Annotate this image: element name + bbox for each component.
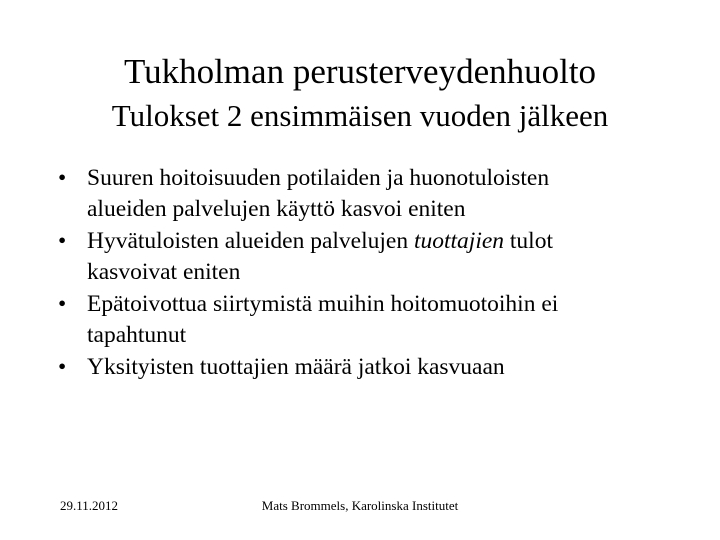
bullet-text-line: tapahtunut [87, 322, 187, 348]
slide-title: Tukholman perusterveydenhuolto [123, 52, 597, 91]
bullet-item-2 [58, 226, 698, 288]
bullet-item-3 [58, 289, 698, 351]
bullet-item-1 [58, 163, 698, 225]
bullet-emphasis: tuottajien [413, 228, 505, 254]
bullet-list [58, 163, 698, 384]
bullet-item-4 [58, 352, 698, 383]
bullet-icon: • [58, 291, 67, 317]
bullet-text-line: alueiden palvelujen käyttö kasvoi eniten [87, 196, 466, 222]
bullet-text-line: Yksityisten tuottajien määrä jatkoi kasvuaan [87, 354, 505, 380]
bullet-text-line: Suuren hoitoisuuden potilaiden ja huonotuloisten [87, 165, 550, 191]
bullet-text-line: kasvoivat eniten [87, 259, 241, 285]
footer-author: Mats Brommels, Karolinska Institutet [261, 498, 459, 513]
bullet-icon: • [58, 354, 67, 380]
bullet-text-line: Epätoivottua siirtymistä muihin hoitomuotoihin ei [87, 291, 559, 317]
bullet-icon: • [58, 165, 67, 191]
bullet-text-segment: Hyvätuloisten alueiden palvelujen [87, 228, 414, 254]
bullet-icon: • [58, 228, 67, 254]
slide-subtitle: Tulokset 2 ensimmäisen vuoden jälkeen [111, 98, 609, 133]
bullet-text-segment: tulot [504, 228, 553, 254]
footer-date: 29.11.2012 [60, 498, 119, 513]
